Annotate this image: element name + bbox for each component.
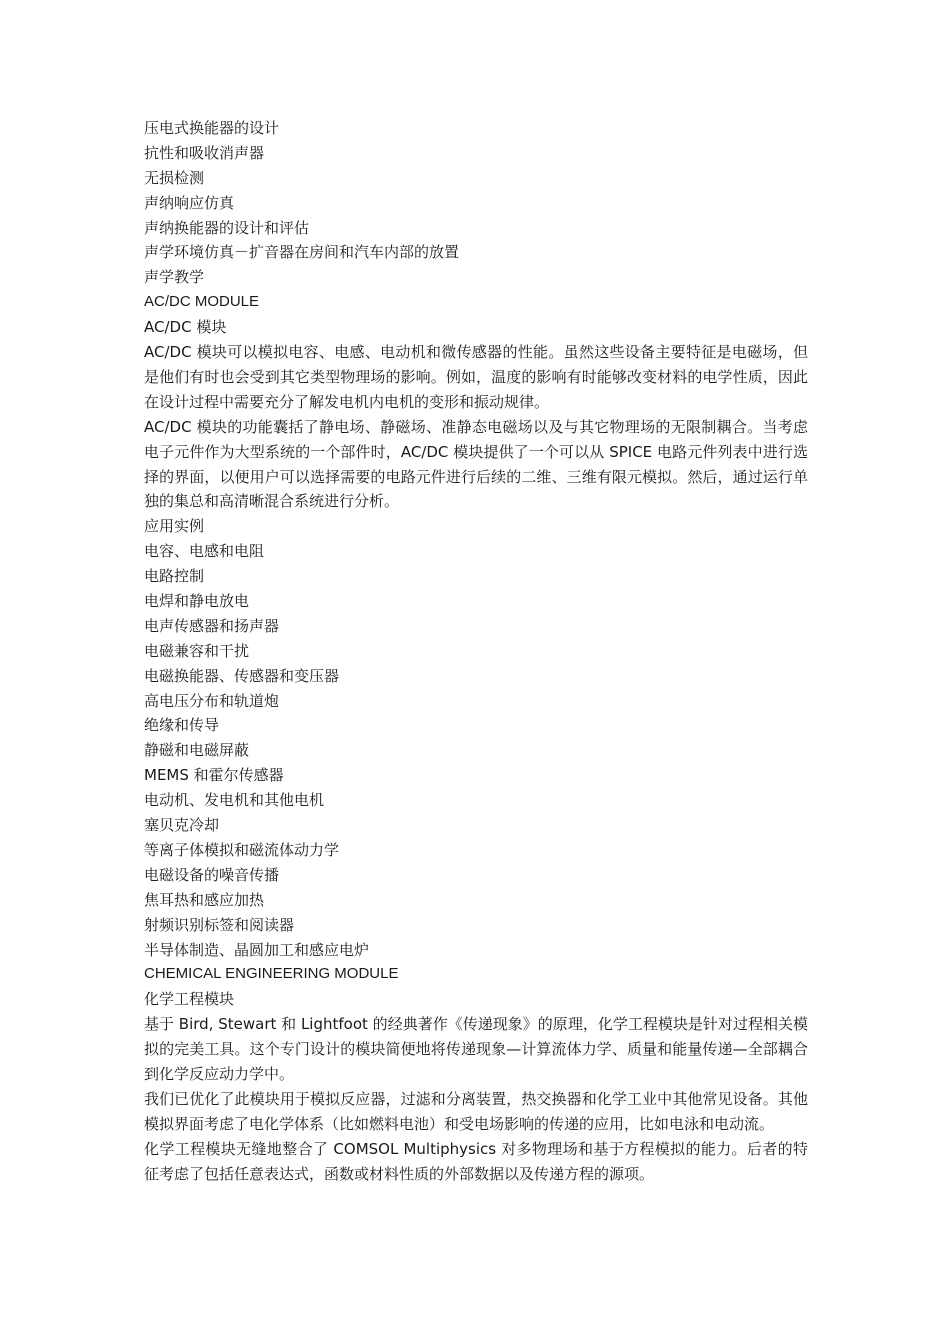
list-item: 静磁和电磁屏蔽: [144, 741, 250, 760]
chemical-paragraph: 基于 Bird, Stewart 和 Lightfoot 的经典著作《传递现象》的原理，化学工程模块是针对过程相关模拟的完美工具。这个专门设计的模块简便地将传递现象—计算流体力学、质量和能量传递—全部耦合到化学反应动力学中。: [144, 1015, 808, 1083]
acoustics-application-list: [144, 116, 808, 290]
acdc-paragraph: AC/DC 模块可以模拟电容、电感、电动机和微传感器的性能。虽然这些设备主要特征是电磁场，但是他们有时也会受到其它类型物理场的影响。例如，温度的影响有时能够改变材料的电学性质，因此在设计过程中需要充分了解发电机内电机的变形和振动规律。: [144, 343, 808, 411]
list-item: 抗性和吸收消声器: [144, 143, 265, 162]
list-item: 无损检测: [144, 168, 205, 187]
list-item: 射频识别标签和阅读器: [144, 915, 295, 934]
chemical-paragraph: 我们已优化了此模块用于模拟反应器，过滤和分离装置，热交换器和化学工业中其他常见设备。其他模拟界面考虑了电化学体系（比如燃料电池）和受电场影响的传递的应用，比如电泳和电动流。: [144, 1089, 808, 1133]
acdc-example-list: [144, 539, 808, 962]
list-item: 声纳响应仿真: [144, 193, 235, 212]
list-item: 电焊和静电放电: [144, 592, 250, 611]
chemical-heading-chinese: 化学工程模块: [144, 990, 235, 1009]
acdc-paragraph: AC/DC 模块的功能囊括了静电场、静磁场、准静态电磁场以及与其它物理场的无限制耦合。当考虑电子元件作为大型系统的一个部件时，AC/DC 模块提供了一个可以从 SPICE 电路元件列表中进行选择的界面，以便用户可以选择需要的电路元件进行后续的二维、三维有限元模拟。然后，通过运行单独的集总和高清晰混合系统进行分析。: [144, 417, 808, 511]
list-item: 高电压分布和轨道炮: [144, 691, 280, 710]
list-item: 电声传感器和扬声器: [144, 616, 280, 635]
list-item: 声学环境仿真－扩音器在房间和汽车内部的放置: [144, 243, 460, 262]
list-item: 电磁设备的噪音传播: [144, 865, 280, 884]
acdc-heading-english: AC/DC MODULE: [144, 293, 260, 311]
list-item: 等离子体模拟和磁流体动力学: [144, 840, 340, 859]
list-item: 电动机、发电机和其他电机: [144, 791, 325, 810]
list-item: MEMS 和霍尔传感器: [144, 766, 284, 785]
acdc-heading-chinese: AC/DC 模块: [144, 318, 227, 337]
list-item: 声纳换能器的设计和评估: [144, 218, 310, 237]
list-item: 声学教学: [144, 268, 205, 287]
chemical-engineering-section: [144, 962, 808, 1186]
list-item: 电磁换能器、传感器和变压器: [144, 666, 340, 685]
list-item: 绝缘和传导: [144, 716, 220, 735]
list-item: 电容、电感和电阻: [144, 542, 265, 561]
acdc-section: [144, 290, 808, 962]
chemical-paragraph: 化学工程模块无缝地整合了 COMSOL Multiphysics 对多物理场和基于方程模拟的能力。后者的特征考虑了包括任意表达式，函数或材料性质的外部数据以及传递方程的源项。: [144, 1139, 808, 1183]
list-item: 电路控制: [144, 567, 205, 586]
document-page: [144, 116, 808, 1187]
list-item: 电磁兼容和干扰: [144, 641, 250, 660]
list-item: 半导体制造、晶圆加工和感应电炉: [144, 940, 370, 959]
list-item: 焦耳热和感应加热: [144, 890, 265, 909]
examples-title: 应用实例: [144, 517, 205, 536]
list-item: 塞贝克冷却: [144, 816, 220, 835]
chemical-heading-english: CHEMICAL ENGINEERING MODULE: [144, 965, 399, 983]
list-item: 压电式换能器的设计: [144, 119, 280, 137]
